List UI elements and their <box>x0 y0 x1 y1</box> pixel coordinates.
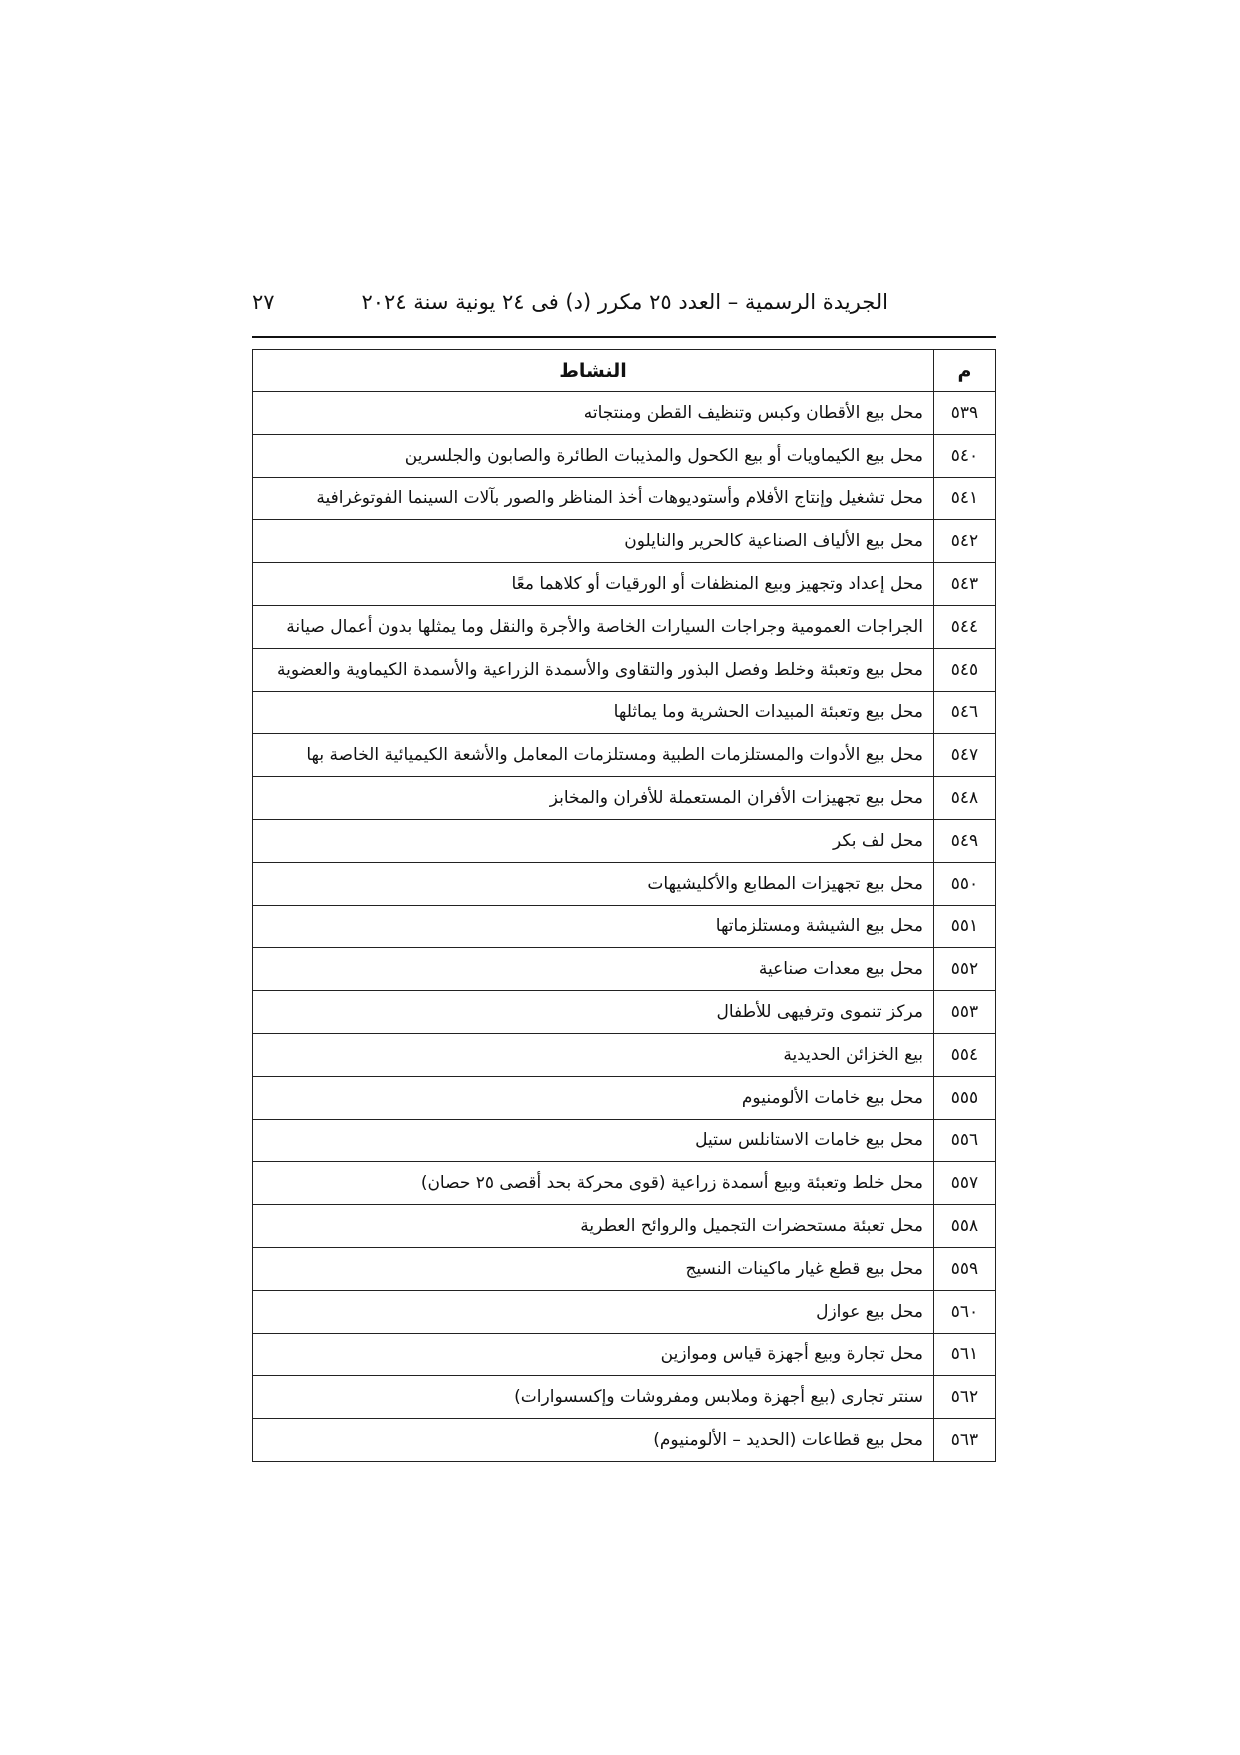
header-rule <box>252 336 996 338</box>
table-row <box>253 991 996 1034</box>
row-activity: محل بيع الألياف الصناعية كالحرير والنايلون <box>253 520 934 563</box>
row-number: ٥٥٩ <box>934 1247 996 1290</box>
row-activity: محل تجارة وبيع أجهزة قياس وموازين <box>253 1333 934 1376</box>
row-activity: محل تعبئة مستحضرات التجميل والروائح العطرية <box>253 1205 934 1248</box>
row-activity: محل بيع تجهيزات الأفران المستعملة للأفران والمخابز <box>253 777 934 820</box>
row-number: ٥٦٢ <box>934 1376 996 1419</box>
row-activity: محل بيع الأقطان وكبس وتنظيف القطن ومنتجاته <box>253 392 934 435</box>
table-row <box>253 563 996 606</box>
column-header-number: م <box>934 350 996 392</box>
row-number: ٥٥٣ <box>934 991 996 1034</box>
table-row <box>253 1205 996 1248</box>
table-row <box>253 905 996 948</box>
table-row <box>253 819 996 862</box>
row-activity: بيع الخزائن الحديدية <box>253 1033 934 1076</box>
row-activity: محل بيع الشيشة ومستلزماتها <box>253 905 934 948</box>
table-row <box>253 1333 996 1376</box>
table-row <box>253 520 996 563</box>
header-title: الجريدة الرسمية – العدد ٢٥ مكرر (د) فى ٢٤ يونية سنة ٢٠٢٤ <box>361 290 888 314</box>
row-number: ٥٤٥ <box>934 648 996 691</box>
page-header <box>252 284 888 320</box>
row-activity: محل بيع وتعبئة المبيدات الحشرية وما يماثلها <box>253 691 934 734</box>
table-row <box>253 1076 996 1119</box>
row-activity: محل بيع خامات الاستانلس ستيل <box>253 1119 934 1162</box>
table-row <box>253 862 996 905</box>
row-number: ٥٤٩ <box>934 819 996 862</box>
table-row <box>253 1376 996 1419</box>
row-activity: سنتر تجارى (بيع أجهزة وملابس ومفروشات وإكسسوارات) <box>253 1376 934 1419</box>
activities-table <box>252 349 996 1462</box>
row-activity: محل بيع معدات صناعية <box>253 948 934 991</box>
row-number: ٥٤٧ <box>934 734 996 777</box>
row-number: ٥٣٩ <box>934 392 996 435</box>
row-number: ٥٤٢ <box>934 520 996 563</box>
row-number: ٥٤٠ <box>934 434 996 477</box>
table-row <box>253 1119 996 1162</box>
row-activity: محل إعداد وتجهيز وبيع المنظفات أو الورقيات أو كلاهما معًا <box>253 563 934 606</box>
table-row <box>253 948 996 991</box>
row-number: ٥٦١ <box>934 1333 996 1376</box>
table-row <box>253 1290 996 1333</box>
row-activity: محل بيع خامات الألومنيوم <box>253 1076 934 1119</box>
table-body <box>253 392 996 1462</box>
row-activity: الجراجات العمومية وجراجات السيارات الخاصة والأجرة والنقل وما يمثلها بدون أعمال صيانة <box>253 605 934 648</box>
table-row <box>253 605 996 648</box>
row-number: ٥٥٢ <box>934 948 996 991</box>
table-row <box>253 777 996 820</box>
row-number: ٥٥٦ <box>934 1119 996 1162</box>
row-number: ٥٥٥ <box>934 1076 996 1119</box>
table-row <box>253 477 996 520</box>
row-activity: محل بيع الكيماويات أو بيع الكحول والمذيبات الطائرة والصابون والجلسرين <box>253 434 934 477</box>
row-activity: محل خلط وتعبئة وبيع أسمدة زراعية (قوى محركة بحد أقصى ٢٥ حصان) <box>253 1162 934 1205</box>
row-number: ٥٥٧ <box>934 1162 996 1205</box>
row-activity: محل لف بكر <box>253 819 934 862</box>
row-number: ٥٦٣ <box>934 1419 996 1462</box>
row-number: ٥٤٣ <box>934 563 996 606</box>
row-activity: محل بيع عوازل <box>253 1290 934 1333</box>
table-row <box>253 734 996 777</box>
table-row <box>253 1247 996 1290</box>
row-number: ٥٥٨ <box>934 1205 996 1248</box>
table-row <box>253 434 996 477</box>
page-number: ٢٧ <box>252 290 275 314</box>
row-number: ٥٦٠ <box>934 1290 996 1333</box>
row-activity: محل بيع قطع غيار ماكينات النسيج <box>253 1247 934 1290</box>
row-number: ٥٥٠ <box>934 862 996 905</box>
row-activity: محل بيع تجهيزات المطابع والأكليشيهات <box>253 862 934 905</box>
row-activity: محل بيع وتعبئة وخلط وفصل البذور والتقاوى والأسمدة الزراعية والأسمدة الكيماوية والعضوية <box>253 648 934 691</box>
table-row <box>253 648 996 691</box>
table-row <box>253 1033 996 1076</box>
row-number: ٥٤٦ <box>934 691 996 734</box>
row-number: ٥٥٤ <box>934 1033 996 1076</box>
table-row <box>253 1162 996 1205</box>
row-number: ٥٤١ <box>934 477 996 520</box>
table-row <box>253 1419 996 1462</box>
row-activity: محل بيع الأدوات والمستلزمات الطبية ومستلزمات المعامل والأشعة الكيميائية الخاصة بها <box>253 734 934 777</box>
row-number: ٥٤٨ <box>934 777 996 820</box>
table-row <box>253 691 996 734</box>
row-activity: محل تشغيل وإنتاج الأفلام وأستوديوهات أخذ المناظر والصور بآلات السينما الفوتوغرافية <box>253 477 934 520</box>
table-header-row <box>253 350 996 392</box>
row-number: ٥٤٤ <box>934 605 996 648</box>
row-number: ٥٥١ <box>934 905 996 948</box>
row-activity: مركز تنموى وترفيهى للأطفال <box>253 991 934 1034</box>
column-header-activity: النشاط <box>253 350 934 392</box>
table-row <box>253 392 996 435</box>
row-activity: محل بيع قطاعات (الحديد – الألومنيوم) <box>253 1419 934 1462</box>
